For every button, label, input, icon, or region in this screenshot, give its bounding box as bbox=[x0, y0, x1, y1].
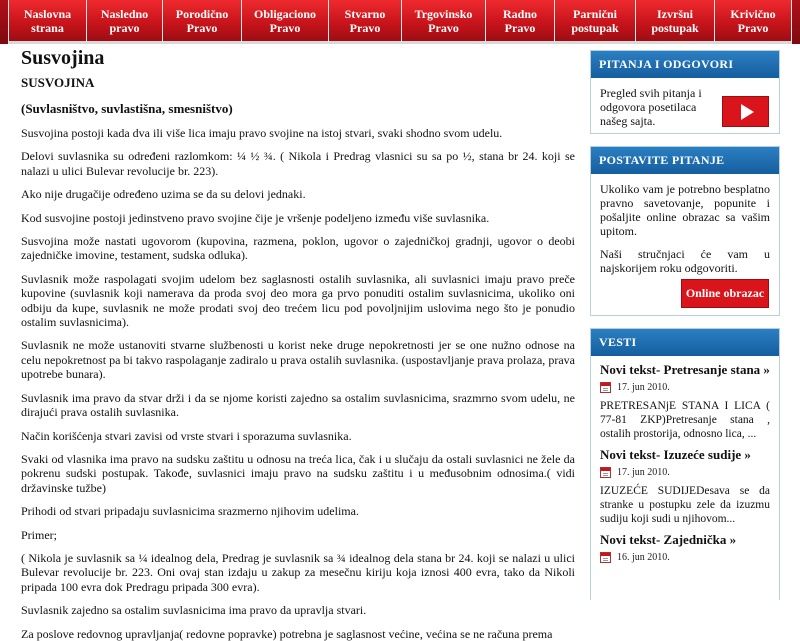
nav-label-line1: Stvarno bbox=[344, 6, 386, 21]
nav-item-krivicno[interactable] bbox=[715, 0, 792, 44]
nav-label-line2: Pravo bbox=[428, 20, 459, 35]
nav-label-line2: Pravo bbox=[504, 20, 536, 35]
article-paragraph: Svaki od vlasnika ima pravo na sudsku zaštitu u odnosu na treća lica, čak i u slučaju da ostali suvlasnici ne žele da pokrenu sudski postupak. Takođe, suvlasnici imaju pravo na sudsku zaštitu i u međusobnim odnosima.( vidi državinske tužbe) bbox=[21, 451, 575, 495]
nav-label-line2: Pravo bbox=[349, 20, 381, 35]
nav-label bbox=[503, 7, 537, 35]
top-navigation-bar bbox=[0, 0, 800, 44]
nav-item-izvrsni[interactable] bbox=[636, 0, 715, 44]
news-box-title: VESTI bbox=[591, 329, 779, 356]
ask-question-text: Ukoliko vam je potrebno besplatno pravno savetovanje, popunite i pošaljite online obrazac sa vašim upitom. bbox=[600, 182, 770, 238]
nav-label-line2: strana bbox=[31, 20, 64, 35]
nav-label-line2: Pravo bbox=[737, 20, 769, 35]
calendar-icon bbox=[600, 467, 611, 478]
nav-label-line1: Parnični bbox=[573, 6, 617, 21]
news-item-date: 17. jun 2010. bbox=[617, 467, 670, 478]
nav-label bbox=[254, 7, 316, 35]
article-paragraph: Način korišćenja stvari zavisi od vrste stvari i sporazuma suvlasnika. bbox=[21, 428, 352, 443]
nav-item-parnicni[interactable] bbox=[555, 0, 636, 44]
article bbox=[21, 44, 575, 641]
ask-question-box bbox=[590, 146, 780, 316]
nav-label bbox=[101, 7, 148, 35]
nav-label-line1: Radno bbox=[502, 6, 537, 21]
article-paragraph: Za poslove redovnog upravljanja( redovne popravke) potrebna je saglasnost većine, većina se ne računa prema bbox=[21, 626, 553, 641]
nav-label bbox=[345, 7, 386, 35]
online-form-button[interactable]: Online obrazac bbox=[681, 279, 769, 308]
news-item-excerpt: IZUZEĆE SUDIJEDesava se da stranke u postupku zele da izuzmu sudiju koji sudi u njihovom... bbox=[600, 485, 770, 525]
news-item-date-row bbox=[600, 382, 770, 393]
nav-label-line2: Pravo bbox=[186, 20, 218, 35]
calendar-icon bbox=[600, 552, 611, 563]
article-paragraph: Susvojina može nastati ugovorom (kupovina, razmena, poklon, ugovor o zajedničkoj gradnji, ugovor o deobi zajedničke imovine, testament, sudska odluka). bbox=[21, 234, 575, 263]
news-item-date: 16. jun 2010. bbox=[617, 552, 670, 563]
article-paragraph: Prihodi od stvari pripadaju suvlasnicima srazmerno njihovim udelima. bbox=[21, 504, 359, 519]
nav-label-line2: postupak bbox=[651, 20, 699, 35]
nav-item-obligaciono[interactable] bbox=[242, 0, 329, 44]
main-nav bbox=[8, 0, 792, 44]
nav-label bbox=[730, 7, 775, 35]
article-subtitle: SUSVOJINA bbox=[21, 75, 95, 90]
news-item bbox=[600, 362, 770, 441]
news-item bbox=[600, 447, 770, 526]
news-list bbox=[591, 356, 779, 563]
article-paragraph: Suvlasnik može raspolagati svojim udelom bez saglasnosti ostalih suvlasnika, ali suvlasnici imaju pravo preče kupovine (suvlasnik koji namerava da proda svoj deo mora ga prvo ponuditi ostalim suvlasnicima, ukoliko oni odbiju da kupe, suvlasnik ne može prodati svoj deo trećem licu pod povoljnijim uslovima nego što je ponudio ostalim suvlasnicima). bbox=[21, 271, 575, 330]
article-paragraph: Susvojina postoji kada dva ili više lica imaju pravo svojine na istoj stvari, svaki shodno svom udelu. bbox=[21, 126, 503, 140]
ask-question-note: Naši stručnjaci će vam u najskorijem roku odgovoriti. bbox=[600, 247, 770, 275]
news-item-date-row bbox=[600, 467, 770, 478]
news-item-link[interactable]: Novi tekst- Izuzeće sudije » bbox=[600, 447, 751, 462]
news-item-date: 17. jun 2010. bbox=[617, 382, 670, 393]
nav-item-stvarno[interactable] bbox=[329, 0, 402, 44]
article-paragraph: Ako nije drugačije određeno uzima se da su delovi jednaki. bbox=[21, 187, 306, 202]
ask-question-body bbox=[591, 174, 779, 283]
nav-item-nasledno[interactable] bbox=[87, 0, 163, 44]
nav-item-radno[interactable] bbox=[486, 0, 555, 44]
calendar-icon bbox=[600, 382, 611, 393]
nav-label bbox=[415, 7, 473, 35]
nav-label-line1: Trgovinsko bbox=[414, 6, 473, 21]
nav-label-line1: Porodično bbox=[175, 6, 229, 21]
nav-label bbox=[571, 7, 618, 35]
nav-label bbox=[176, 7, 228, 35]
qa-box-title: PITANJA I ODGOVORI bbox=[591, 51, 779, 78]
nav-label-line1: Nasledno bbox=[100, 6, 149, 21]
nav-label-line2: postupak bbox=[571, 20, 619, 35]
nav-item-trgovinsko[interactable] bbox=[402, 0, 486, 44]
nav-label-line1: Obligaciono bbox=[253, 6, 316, 21]
nav-label-line2: pravo bbox=[109, 20, 140, 35]
nav-label-line1: Naslovna bbox=[23, 6, 72, 21]
article-paragraph: Suvlasnik zajedno sa ostalim suvlasnicima ima pravo da upravlja stvari. bbox=[21, 603, 367, 618]
news-item-excerpt: PRETRESANjE STANA I LICA ( 77-81 ZKP)Pretresanje stana , ostalih prostorija, odnosno lica, ... bbox=[600, 400, 770, 440]
qa-box bbox=[590, 50, 780, 134]
news-item-link[interactable]: Novi tekst- Zajednička » bbox=[600, 532, 737, 547]
ask-question-title: POSTAVITE PITANJE bbox=[591, 147, 779, 174]
play-icon bbox=[741, 104, 754, 120]
nav-label-line2: Pravo bbox=[269, 20, 301, 35]
page-title: Susvojina bbox=[21, 47, 105, 69]
article-paragraph: Delovi suvlasnika su određeni razlomkom: ¼ ½ ¾. ( Nikola i Predrag vlasnici su sa po ½, stana br 24. koji se nalazi u ulici Bulevar revolucije br. 223). bbox=[21, 149, 575, 178]
news-item-link[interactable]: Novi tekst- Pretresanje stana » bbox=[600, 362, 770, 377]
qa-box-text: Pregled svih pitanja i odgovora posetilaca našeg sajta. bbox=[600, 86, 702, 128]
article-paragraph: Kod susvojine postoji jedinstveno pravo svojine čije je vršenje podeljeno između više suvlasnika. bbox=[21, 210, 490, 225]
nav-label-line1: Krivično bbox=[730, 6, 776, 21]
article-paragraph: ( Nikola je suvlasnik sa ¼ idealnog dela, Predrag je suvlasnik sa ¾ idealnog dela stana br 24. koji se nalazi u ulici Bulevar revolucije br. 223. Oni ovaj stan izdaju u zakup za mesečnu kiriju koja iznosi 400 evra, tako da Nikoli pripada 100 evra dok Predragu pripada 300 evra). bbox=[21, 550, 575, 594]
article-paragraph: Suvlasnik ima pravo da stvar drži i da se njome koristi zajedno sa ostalim suvlasnicima, srazmrno svom udelu, ne dirajući prava ostalih suvlasnika. bbox=[21, 390, 575, 420]
article-paragraph: Suvlasnik ne može ustanoviti stvarne službenosti u korist neke druge nepokretnosti jer se one nužno odnose na celu nepokretnost pa bi takvo raspolaganje zadiralo u prava ostalih suvlasnika. (uspostavljanje prava prolaza, prava upotrebe bunara). bbox=[21, 338, 575, 382]
nav-item-porodicno[interactable] bbox=[163, 0, 242, 44]
article-synonyms: (Suvlasništvo, suvlastišna, smesništvo) bbox=[21, 101, 233, 116]
news-box bbox=[590, 328, 780, 600]
nav-label-line1: Izvršni bbox=[657, 6, 693, 21]
nav-item-naslovna[interactable] bbox=[8, 0, 87, 44]
article-paragraph: Primer; bbox=[21, 527, 57, 542]
news-item-date-row bbox=[600, 552, 770, 563]
news-item bbox=[600, 532, 770, 563]
nav-label bbox=[651, 7, 698, 35]
nav-label bbox=[24, 7, 71, 35]
qa-go-button[interactable] bbox=[722, 96, 769, 127]
